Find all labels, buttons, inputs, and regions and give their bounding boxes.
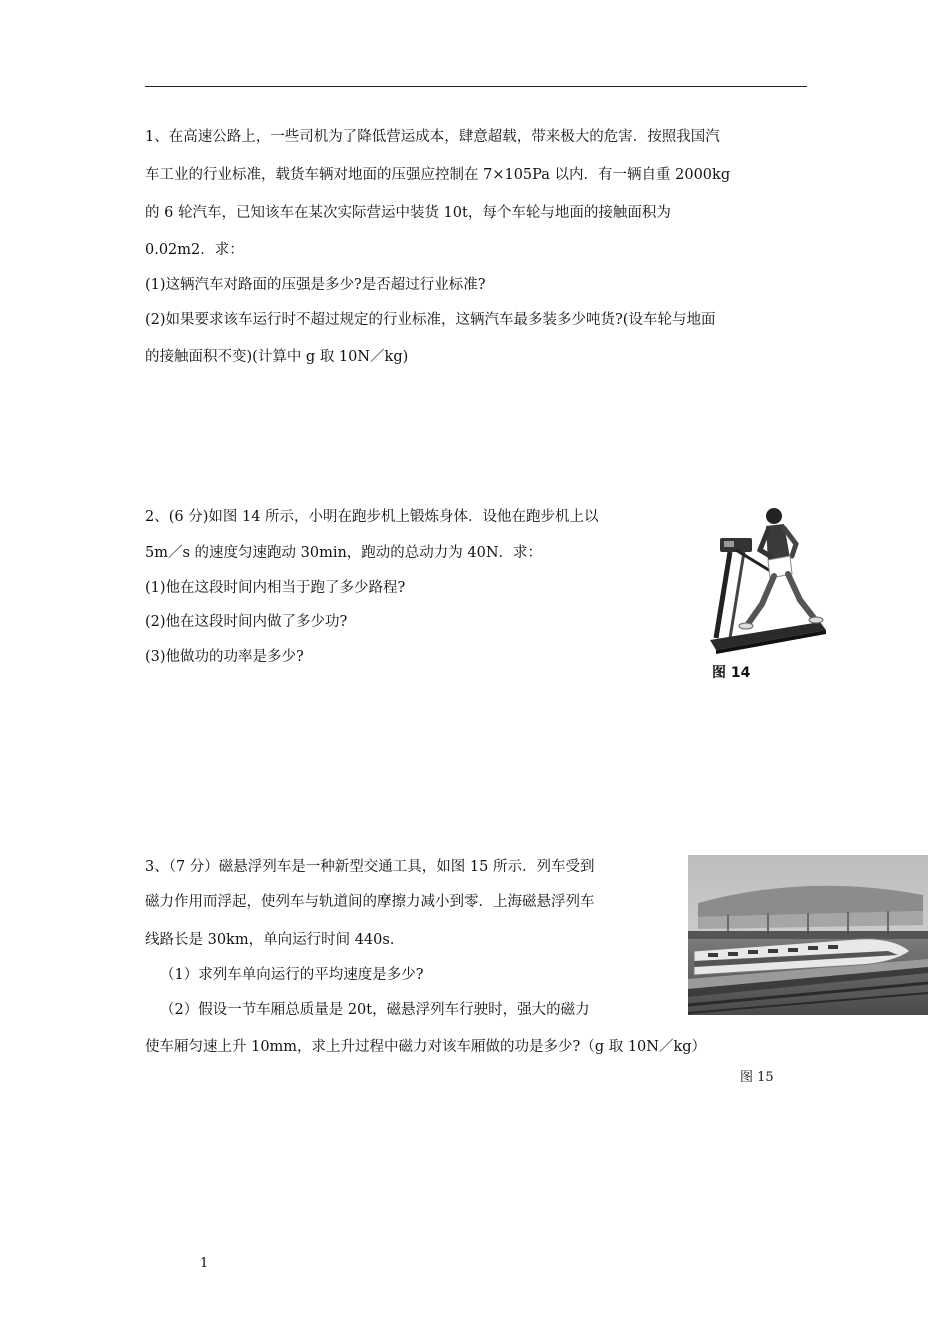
q1-line: 0.02m2．求：: [145, 242, 244, 258]
treadmill-runner-illustration: [700, 500, 832, 685]
q1-line: 的 6 轮汽车，已知该车在某次实际营运中装货 10t，每个车轮与地面的接触面积为: [145, 205, 671, 221]
figure-15-caption: 图 15: [740, 1070, 774, 1085]
q2-line: 5m／s 的速度匀速跑动 30min，跑动的总动力为 40N．求：: [145, 545, 543, 561]
q1-line: 车工业的行业标准，载货车辆对地面的压强应控制在 7×105Pa 以内．有一辆自重 2000kg: [145, 167, 731, 183]
q1-subquestion-1: (1)这辆汽车对路面的压强是多少?是否超过行业标准?: [145, 277, 486, 293]
q2-subquestion-1: (1)他在这段时间内相当于跑了多少路程?: [145, 580, 406, 596]
q1-subquestion-2: (2)如果要求该车运行时不超过规定的行业标准，这辆汽车最多装多少吨货?(设车轮与地面: [145, 312, 716, 328]
q1-line: 的接触面积不变)(计算中 g 取 10N／kg): [145, 349, 409, 365]
q3-line: 磁力作用而浮起，使列车与轨道间的摩擦力减小到零．上海磁悬浮列车: [145, 894, 595, 910]
q2-line: 2、(6 分)如图 14 所示，小明在跑步机上锻炼身体．设他在跑步机上以: [145, 509, 599, 525]
header-rule: [145, 86, 807, 87]
q3-subquestion-2: （2）假设一节车厢总质量是 20t，磁悬浮列车行驶时，强大的磁力: [160, 1002, 590, 1018]
figure-14-treadmill: [700, 500, 832, 685]
q3-subquestion-1: （1）求列车单向运行的平均速度是多少?: [160, 967, 424, 983]
figure-14-caption: 图 14: [712, 665, 751, 681]
page-number: 1: [200, 1256, 209, 1271]
figure-15-maglev-train: [688, 855, 928, 1015]
q1-line: 1、在高速公路上，一些司机为了降低营运成本，肆意超载，带来极大的危害．按照我国汽: [145, 129, 720, 145]
q2-subquestion-3: (3)他做功的功率是多少?: [145, 649, 304, 665]
maglev-train-photo: [688, 855, 928, 1015]
q2-subquestion-2: (2)他在这段时间内做了多少功?: [145, 614, 348, 630]
q3-line: 使车厢匀速上升 10mm，求上升过程中磁力对该车厢做的功是多少?（g 取 10N／kg）: [145, 1039, 707, 1055]
q3-line: 线路长是 30km，单向运行时间 440s．: [145, 932, 405, 948]
q3-line: 3、（7 分）磁悬浮列车是一种新型交通工具，如图 15 所示．列车受到: [145, 859, 595, 875]
